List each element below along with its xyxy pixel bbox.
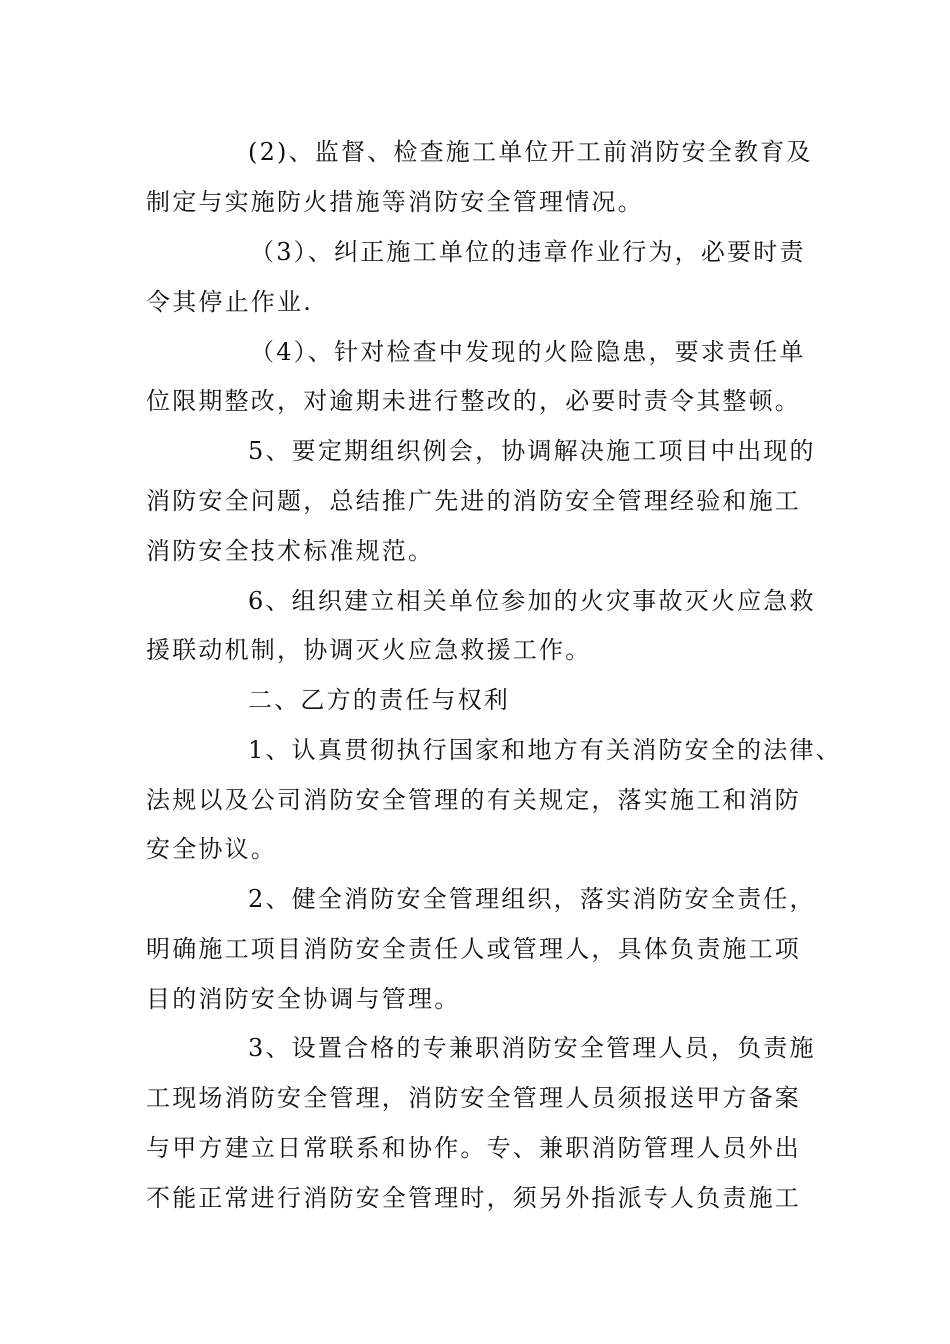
paragraph-line: 与甲方建立日常联系和协作。专、兼职消防管理人员外出 — [146, 1134, 801, 1162]
paragraph-line: 目的消防安全协调与管理。 — [146, 985, 461, 1013]
section-heading: 二、乙方的责任与权利 — [248, 686, 510, 714]
paragraph-line: 位限期整改，对逾期未进行整改的，必要时责令其整顿。 — [146, 387, 801, 415]
paragraph-line: 明确施工项目消防安全责任人或管理人，具体负责施工项 — [146, 935, 801, 963]
paragraph-line: 制定与实施防火措施等消防安全管理情况。 — [146, 188, 644, 216]
paragraph-line: 2、健全消防安全管理组织，落实消防安全责任， — [248, 885, 816, 913]
paragraph-line: 法规以及公司消防安全管理的有关规定，落实施工和消防 — [146, 786, 801, 814]
paragraph-line: 3、设置合格的专兼职消防安全管理人员，负责施 — [248, 1034, 816, 1062]
paragraph-line: 6、组织建立相关单位参加的火灾事故灭火应急救 — [248, 587, 816, 615]
paragraph-line: （4）、针对检查中发现的火险隐患，要求责任单 — [250, 338, 806, 366]
paragraph-line: （3）、纠正施工单位的违章作业行为，必要时责 — [250, 238, 806, 266]
paragraph-line: 工现场消防安全管理，消防安全管理人员须报送甲方备案 — [146, 1084, 801, 1112]
paragraph-line: 令其停止作业. — [146, 288, 314, 316]
paragraph-line: 消防安全技术标准规范。 — [146, 537, 435, 565]
paragraph-line: 安全协议。 — [146, 835, 277, 863]
paragraph-line: 不能正常进行消防安全管理时，须另外指派专人负责施工 — [146, 1184, 801, 1212]
paragraph-line: 5、要定期组织例会，协调解决施工项目中出现的 — [248, 437, 816, 465]
paragraph-line: 援联动机制，协调灭火应急救援工作。 — [146, 636, 592, 664]
paragraph-line: 消防安全问题，总结推广先进的消防安全管理经验和施工 — [146, 487, 801, 515]
paragraph-line: 1、认真贯彻执行国家和地方有关消防安全的法律、 — [248, 736, 842, 764]
paragraph-line: (2)、监督、检查施工单位开工前消防安全教育及 — [248, 138, 813, 166]
